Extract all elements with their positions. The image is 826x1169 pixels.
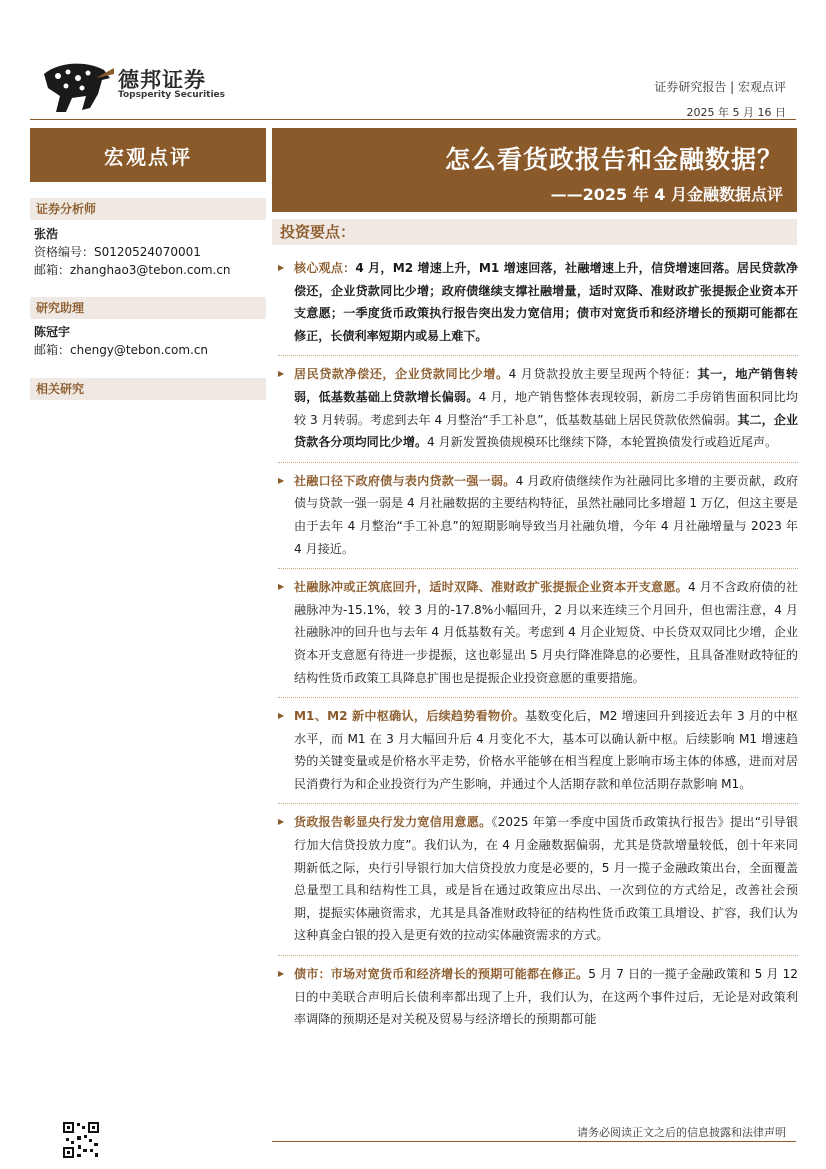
point-lead: 市场对宽货币和经济增长的预期可能都在修正。 [330,967,589,982]
point-m1-m2 [278,705,798,795]
point-bold: 4 月，M2 增速上升，M1 增速回落，社融增速上升，信贷增速回落。居民贷款净偿还，企业贷款同比少增；政府债继续支撑社融增量，适时双降、准财政扩张提振企业资本开支意愿；一季度货币政策执行报告突出发力宽信用；债市对宽货币和经济增长的预期可能都在修正，长债利率短期内或易上难下。 [294,261,798,343]
qr-code-icon [62,1121,100,1159]
report-date: 2025 年 5 月 16 日 [686,106,786,119]
divider [278,955,798,956]
tebon-leopard-logo [38,58,114,116]
analyst-name: 张浩 [34,227,59,241]
header-rule [30,119,796,120]
point-lead: M1、M2 新中枢确认，后续趋势看物价。 [294,709,526,724]
point-text: 4 月贷款投放主要呈现两个特征： [508,367,698,382]
point-lead: 债市： [294,967,331,982]
divider [278,697,798,698]
related-research-heading: 相关研究 [30,378,266,400]
point-monetary-report [278,811,798,947]
page-subtitle: ——2025 年 4 月金融数据点评 [550,185,783,204]
divider [278,462,798,463]
point-lead: 核心观点： [294,261,356,275]
footer-rule [272,1141,796,1142]
title-banner [272,128,797,212]
point-bold: 其二，企业贷款各分项均同比少增。 [294,412,798,450]
point-lead: 居民贷款净偿还，企业贷款同比少增。 [294,367,509,382]
point-text: 5 月 7 日的一揽子金融政策和 5 月 12 日的中美联合声明后长债利率都出现了上升，我们认为，在这两个事件过后，无论是对政策利率调降的预期还是对关税及贸易与经济增长的预期都可能 [294,967,798,1027]
page-title: 怎么看货政报告和金融数据？ [444,145,783,174]
point-credit-impulse [278,576,798,689]
point-text: 《2025 年第一季度中国货币政策执行报告》提出“引导银行加大信贷投放力度”。我们认为，在 4 月金融数据偏弱，尤其是贷款增量较低，创十年来同期新低之际，央行引导银行加大信贷投放力度是必要的，5 月一揽子金融政策出台，全面覆盖总量型工具和结构性工具，或是旨在通过政策应出尽出、一次到位的方式给足，改善社会预期，提振实体融资需求，尤其是具备准财政特征的结构性货币政策工具增设、扩容，我们认为这种真金白银的投入是更有效的拉动实体融资需求的方式。 [294,815,798,943]
legal-disclaimer: 请务必阅读正文之后的信息披露和法律声明 [577,1126,786,1139]
point-household-loans [278,363,798,453]
analyst-email[interactable]: 邮箱：zhanghao3@tebon.com.cn [34,263,231,277]
report-type: 证券研究报告 | 宏观点评 [654,80,786,94]
point-text: 4 月，地产销售整体表现较弱，新房二手房销售面积同比均较 3 月转弱。考虑到去年 4 月整治“手工补息”，低基数基础上居民贷款依然偏弱。 [294,389,798,427]
point-core-view [278,257,798,347]
analyst-heading: 证券分析师 [30,198,266,220]
point-bold: 其一，地产销售转弱，低基数基础上贷款增长偏弱。 [294,367,798,404]
divider [278,803,798,804]
assistant-name: 陈冠宇 [34,325,71,339]
point-text: 4 月政府债继续作为社融同比多增的主要贡献，政府债与贷款一强一弱是 4 月社融数据的主要结构特征，虽然社融同比多增超 1 万亿，但这主要是由于去年 4 月整治“手工补息”的短期影响导致当月社融负增，今年 4 月社融增量与 2023 年 4 月接近。 [294,473,798,556]
assistant-heading: 研究助理 [30,297,266,319]
point-text: 4 月不含政府债的社融脉冲为-15.1%，较 3 月的-17.8%小幅回升，2 月以来连续三个月回升，但也需注意，4 月社融脉冲的回升也与去年 4 月低基数有关。考虑到 4 月企业短贷、中长贷双双同比少增，企业资本开支意愿有待进一步提振，这也彰显出 5 月央行降准降息的必要性，且具备准财政特征的结构性货币政策工具降息扩围也是提振企业投资意愿的重要措施。 [294,580,798,685]
category-banner: 宏观点评 [30,128,266,182]
analyst-cert: 资格编号：S0120524070001 [34,245,201,259]
divider [278,355,798,356]
point-lead: 社融口径下政府债与表内贷款一强一弱。 [294,473,516,488]
point-text: 基数变化后，M2 增速回升到接近去年 3 月的中枢水平，而 M1 在 3 月大幅回升后 4 月变化不大，基本可以确认新中枢。后续影响 M1 增速趋势的关键变量或是价格水平走势，价格水平能够在相当程度上影响市场主体的体感，进而对居民消费行为和企业投资行为产生影响，并通过个人活期存款和单位活期存款影响 M1。 [294,709,798,791]
investment-heading: 投资要点： [272,219,797,245]
point-lead: 社融脉冲或正筑底回升，适时双降、准财政扩张提振企业资本开支意愿。 [294,580,688,595]
brand-name-en: Topsperity Securities [118,90,225,100]
investment-points [278,250,798,1031]
point-lead: 货政报告彰显央行发力宽信用意愿。 [294,815,492,830]
brand-name-cn: 德邦证券 [118,68,206,92]
point-social-financing [278,470,798,560]
point-text: 4 月新发置换债规模环比继续下降，本轮置换债发行或趋近尾声。 [427,435,778,450]
divider [278,568,798,569]
assistant-email[interactable]: 邮箱：chengy@tebon.com.cn [34,343,209,357]
point-bond-market [278,963,798,1031]
